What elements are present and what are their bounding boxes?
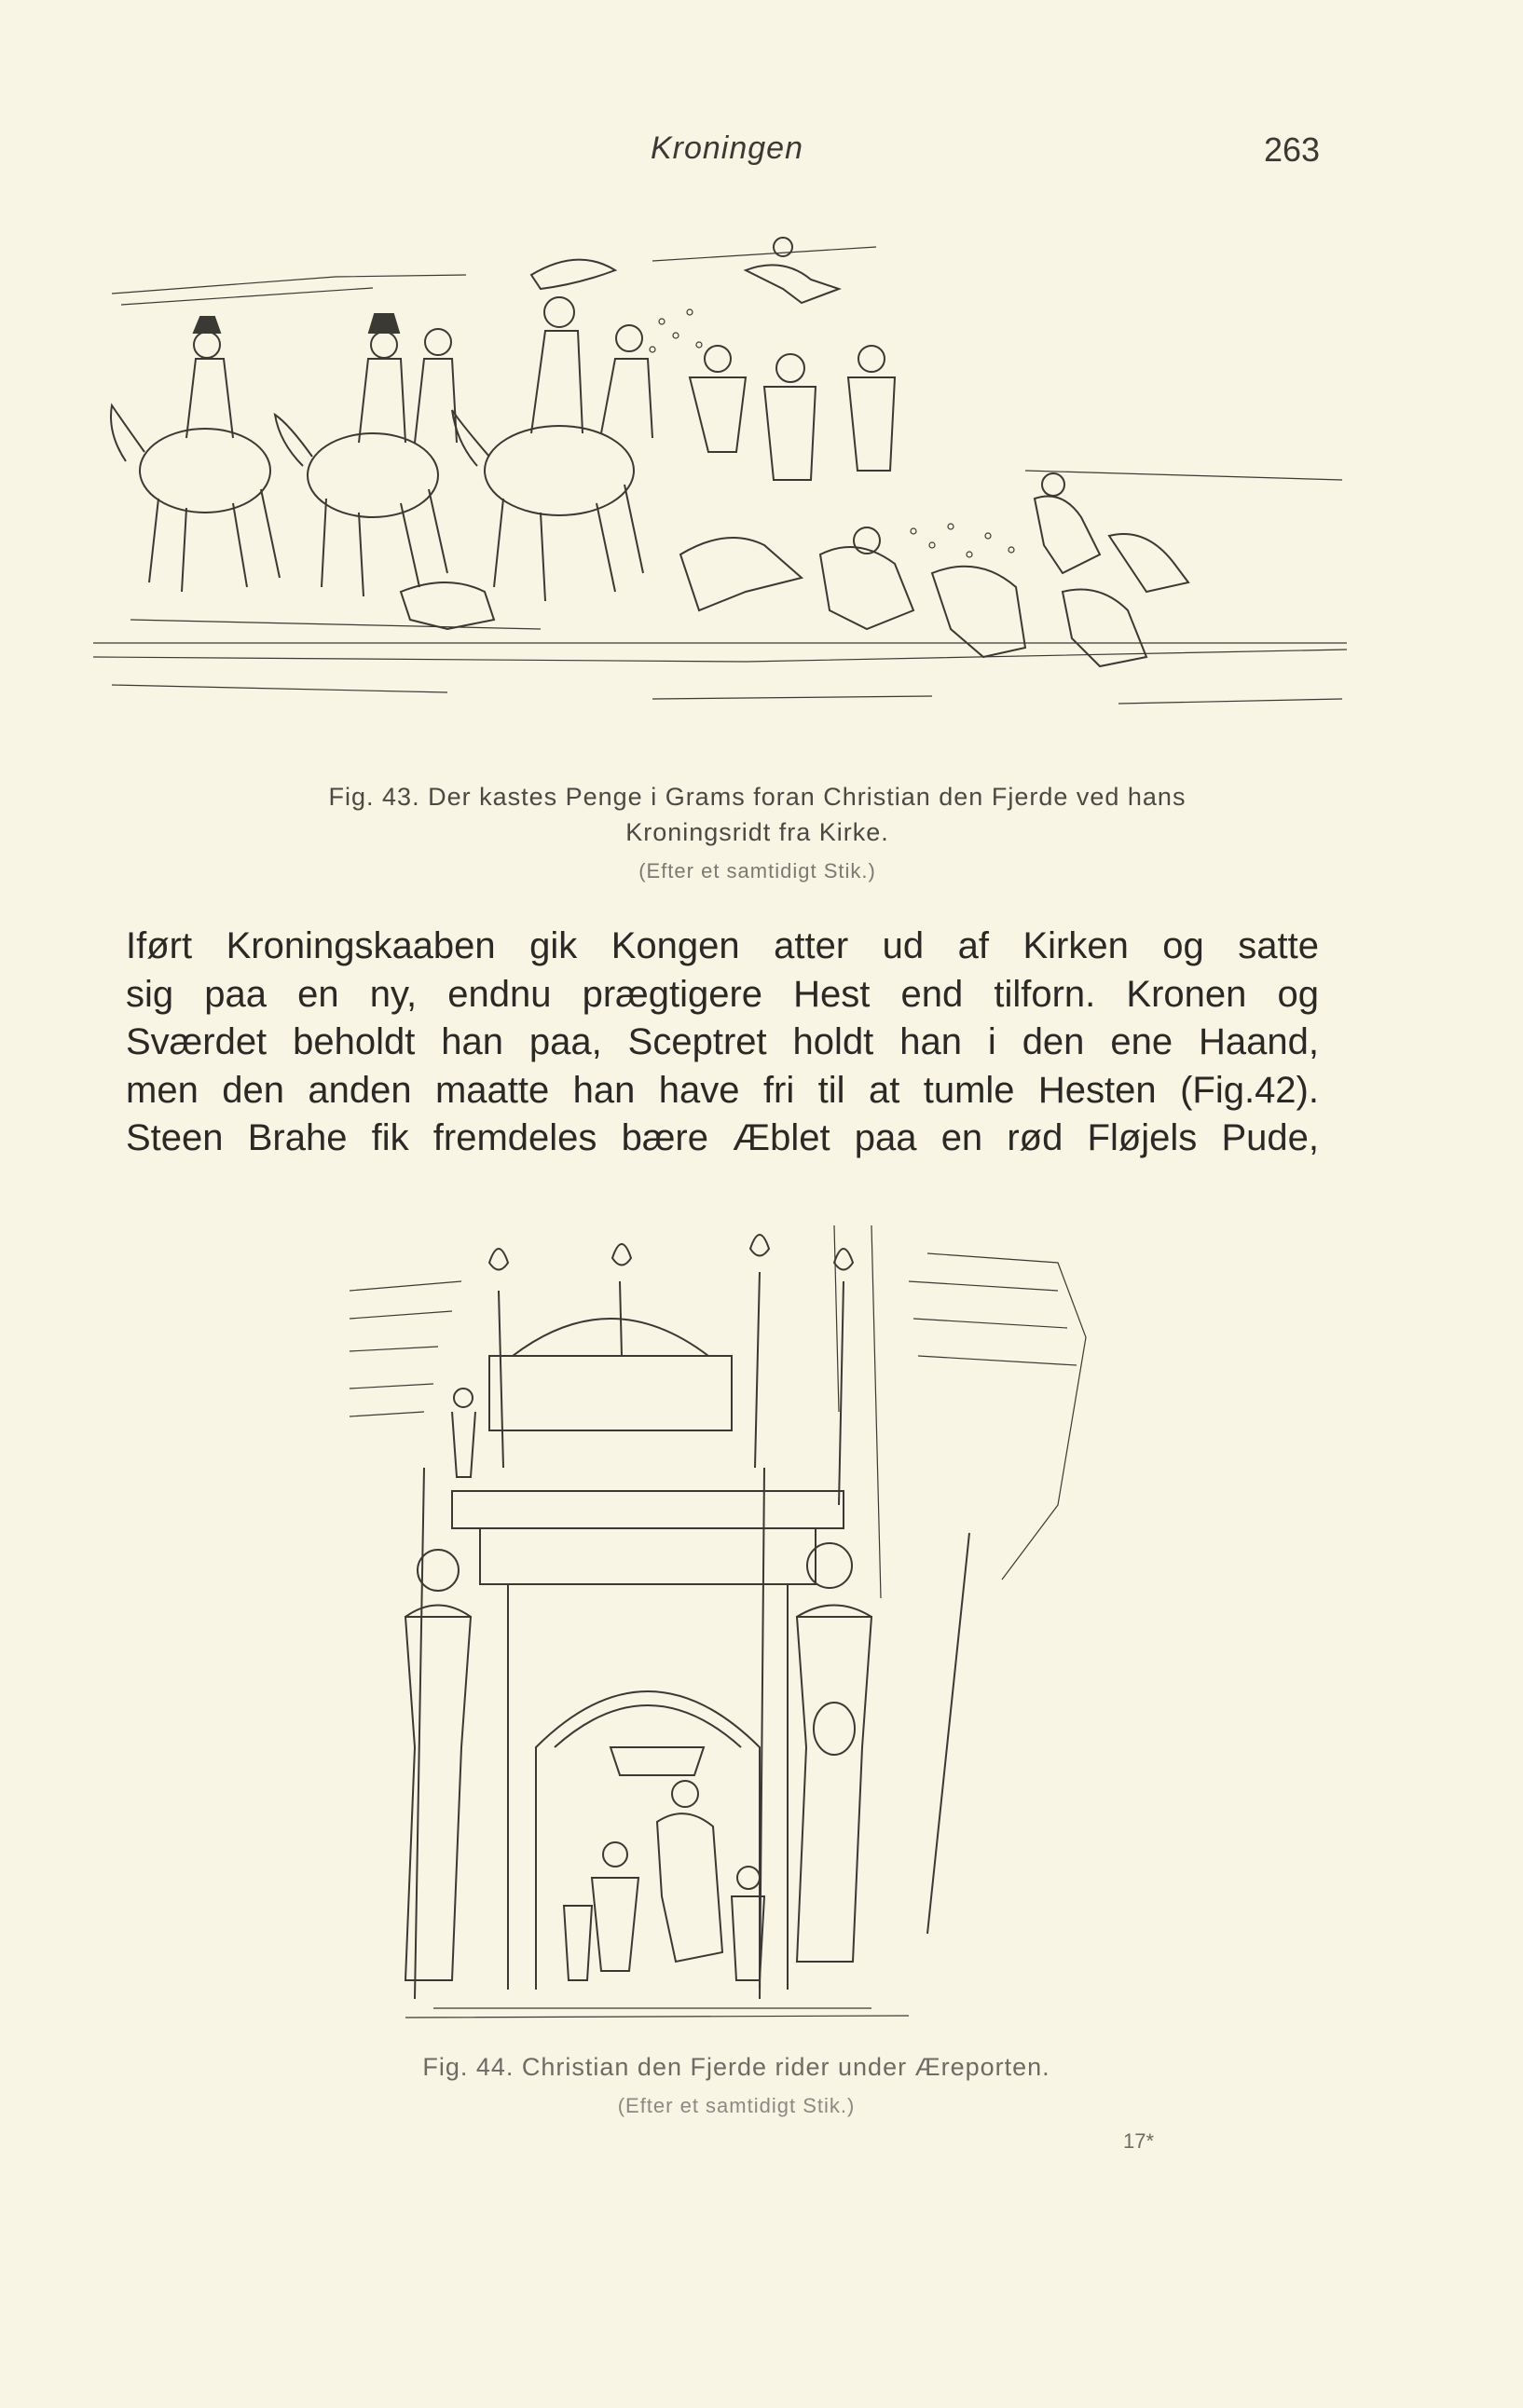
body-paragraph	[126, 923, 1319, 1163]
figure-43-caption-continued: Kroningsridt fra Kirke.	[625, 818, 889, 846]
running-title: Kroningen	[650, 130, 803, 166]
body-line: Sværdet beholdt han paa, Sceptret holdt han i den ene Haand,	[126, 1021, 1319, 1062]
body-line: Iført Kroningskaaben gik Kongen atter ud af Kirken og satte	[126, 925, 1319, 966]
body-line: Steen Brahe fik fremdeles bære Æblet paa en rød Fløjels Pude,	[126, 1117, 1319, 1158]
figure-44-caption: Fig. 44. Christian den Fjerde rider under Æreporten.	[422, 2053, 1050, 2081]
figure-43-caption: Fig. 43. Der kastes Penge i Grams foran Christian den Fjerde ved hans	[328, 783, 1187, 811]
body-line: sig paa en ny, endnu prægtigere Hest end tilforn. Kronen og	[126, 973, 1319, 1015]
page-number: 263	[1264, 130, 1321, 169]
figure-44-source: (Efter et samtidigt Stik.)	[617, 2094, 856, 2117]
figure-43-source: (Efter et samtidigt Stik.)	[638, 859, 876, 882]
signature-mark: 17*	[1123, 2129, 1155, 2153]
body-line: men den anden maatte han have fri til at tumle Hesten (Fig.42).	[126, 1069, 1319, 1111]
figure-43-engraving	[93, 219, 1347, 759]
figure-44-engraving	[350, 1225, 1091, 2027]
